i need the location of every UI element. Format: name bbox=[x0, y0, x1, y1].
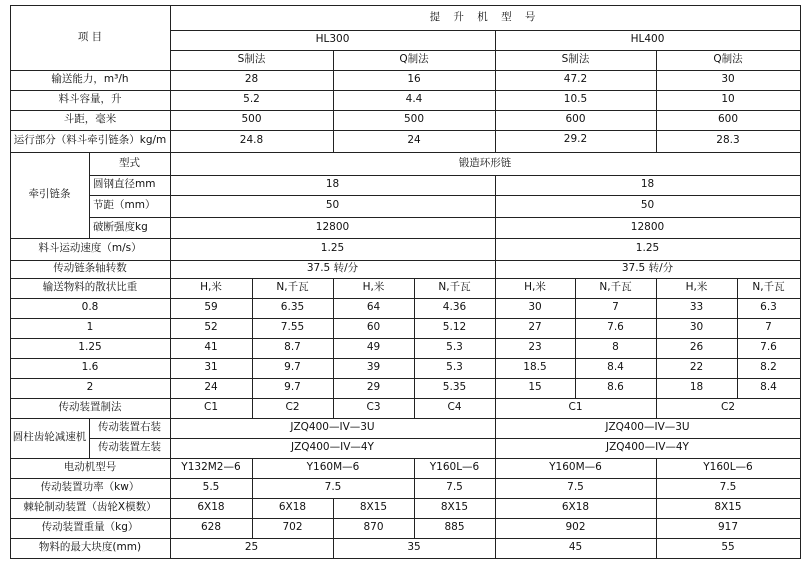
row-sublabel: 传动装置左装 bbox=[98, 441, 161, 454]
table-rule-horizontal bbox=[10, 378, 801, 379]
table-cell: JZQ400—IV—3U bbox=[290, 421, 375, 434]
sub-header: H,米 bbox=[685, 281, 708, 294]
table-rule-vertical bbox=[89, 418, 90, 459]
table-cell: 8.6 bbox=[607, 381, 624, 394]
table-cell: 50 bbox=[640, 199, 655, 212]
table-rule-vertical bbox=[656, 538, 657, 559]
header-method: Q制法 bbox=[713, 53, 743, 66]
table-rule-vertical bbox=[495, 418, 496, 459]
row-label: 圆柱齿轮减速机 bbox=[12, 431, 87, 444]
table-cell: 1.25 bbox=[635, 242, 660, 255]
table-cell: Y160M—6 bbox=[306, 461, 360, 474]
table-rule-vertical bbox=[800, 5, 801, 559]
table-rule-horizontal bbox=[10, 358, 801, 359]
table-cell: 39 bbox=[366, 361, 381, 374]
table-cell: 7.5 bbox=[324, 481, 342, 494]
table-cell: 500 bbox=[241, 113, 262, 126]
table-cell: 5.35 bbox=[442, 381, 467, 394]
table-cell: 6X18 bbox=[561, 501, 590, 514]
table-rule-horizontal bbox=[10, 558, 801, 559]
table-rule-horizontal bbox=[10, 238, 801, 239]
table-cell: 8.4 bbox=[760, 381, 777, 394]
row-label: 1.25 bbox=[78, 341, 102, 354]
table-cell: 29 bbox=[366, 381, 381, 394]
table-cell: 8X15 bbox=[359, 501, 388, 514]
table-rule-vertical bbox=[495, 175, 496, 279]
table-cell: 41 bbox=[204, 341, 218, 354]
sub-header: N,千瓦 bbox=[438, 281, 471, 294]
sub-header: N,千瓦 bbox=[752, 281, 785, 294]
row-label: 传动链条轴转数 bbox=[53, 262, 127, 275]
table-rule-horizontal bbox=[10, 298, 801, 299]
table-cell: 8.4 bbox=[607, 361, 624, 374]
table-cell: 28.3 bbox=[716, 134, 740, 147]
header-method: S制法 bbox=[561, 53, 590, 66]
table-cell: 6X18 bbox=[197, 501, 225, 514]
table-cell: 885 bbox=[444, 521, 465, 534]
table-cell: 27 bbox=[528, 321, 542, 334]
row-label: 棘轮制动装置（齿轮X模数） bbox=[23, 501, 157, 514]
table-rule-horizontal bbox=[10, 418, 801, 419]
table-cell: 10 bbox=[721, 93, 735, 106]
table-rule-horizontal bbox=[10, 478, 801, 479]
table-cell: 26 bbox=[689, 341, 704, 354]
row-label: 物料的最大块度(mm) bbox=[38, 541, 142, 554]
table-cell: 18.5 bbox=[523, 361, 547, 374]
table-cell: C4 bbox=[447, 401, 462, 414]
table-rule-horizontal bbox=[10, 498, 801, 499]
table-cell: 500 bbox=[403, 113, 425, 126]
row-sublabel: 传动装置右装 bbox=[98, 421, 161, 434]
table-cell: JZQ400—IV—4Y bbox=[606, 441, 689, 454]
table-cell: 8 bbox=[612, 341, 619, 354]
table-cell: Y132M2—6 bbox=[181, 461, 241, 474]
table-cell: 24 bbox=[204, 381, 218, 394]
table-cell: 6.3 bbox=[760, 301, 777, 314]
row-sublabel: 型式 bbox=[119, 156, 140, 169]
row-label: 牵引链条 bbox=[28, 188, 71, 201]
table-rule-vertical bbox=[333, 50, 334, 153]
table-cell: 47.2 bbox=[563, 73, 588, 86]
table-cell: 12800 bbox=[630, 220, 665, 233]
row-sublabel: 破断强度kg bbox=[93, 220, 148, 233]
table-cell: 64 bbox=[366, 301, 381, 314]
table-rule-vertical bbox=[495, 458, 496, 539]
row-label: 料斗运动速度（m/s） bbox=[38, 242, 142, 255]
row-label: 1.6 bbox=[81, 361, 99, 374]
sub-header: H,米 bbox=[200, 281, 222, 294]
table-cell: 4.36 bbox=[442, 301, 467, 314]
table-cell: 870 bbox=[363, 521, 384, 534]
row-label: 1 bbox=[86, 321, 94, 334]
table-cell: 55 bbox=[721, 541, 735, 554]
table-cell: 37.5 转/分 bbox=[306, 262, 359, 275]
table-cell: C3 bbox=[366, 401, 381, 414]
table-rule-horizontal bbox=[10, 130, 801, 131]
table-cell: 7.55 bbox=[280, 321, 305, 334]
row-label: 输送物料的散状比重 bbox=[42, 281, 138, 294]
table-cell: 52 bbox=[204, 321, 218, 334]
table-rule-vertical bbox=[656, 458, 657, 539]
table-cell: 8X15 bbox=[440, 501, 469, 514]
row-label: 2 bbox=[86, 381, 94, 394]
table-rule-horizontal bbox=[10, 538, 801, 539]
table-cell: 600 bbox=[717, 113, 739, 126]
table-cell: JZQ400—IV—3U bbox=[605, 421, 690, 434]
table-cell: 902 bbox=[565, 521, 586, 534]
table-rule-vertical bbox=[333, 278, 334, 419]
table-rule-vertical bbox=[656, 278, 657, 419]
table-cell: 7 bbox=[765, 321, 772, 334]
table-cell: Y160L—6 bbox=[703, 461, 753, 474]
table-rule-horizontal bbox=[89, 175, 801, 176]
table-cell: 24 bbox=[407, 134, 421, 147]
table-cell: 917 bbox=[717, 521, 739, 534]
table-cell: 33 bbox=[689, 301, 704, 314]
table-rule-horizontal bbox=[10, 338, 801, 339]
table-cell: C2 bbox=[720, 401, 735, 414]
table-cell: 4.4 bbox=[405, 93, 423, 106]
table-cell: Y160L—6 bbox=[429, 461, 480, 474]
table-cell: 7.5 bbox=[719, 481, 737, 494]
table-rule-horizontal bbox=[10, 90, 801, 91]
table-cell: 35 bbox=[407, 541, 421, 554]
row-label: 传动装置功率（kw） bbox=[40, 481, 140, 494]
table-cell: 12800 bbox=[315, 220, 350, 233]
table-cell: 10.5 bbox=[563, 93, 588, 106]
row-label: 0.8 bbox=[81, 301, 99, 314]
table-cell: 7.6 bbox=[607, 321, 624, 334]
table-cell: 16 bbox=[407, 73, 421, 86]
table-cell: 628 bbox=[200, 521, 222, 534]
table-cell: 锻造环形链 bbox=[458, 156, 512, 169]
table-cell: C1 bbox=[568, 401, 583, 414]
table-cell: 600 bbox=[565, 113, 586, 126]
table-cell: 1.25 bbox=[320, 242, 345, 255]
table-rule-horizontal bbox=[89, 438, 801, 439]
sub-header: N,千瓦 bbox=[276, 281, 309, 294]
table-cell: 5.2 bbox=[243, 93, 260, 106]
table-rule-vertical bbox=[414, 458, 415, 539]
table-cell: 29.2 bbox=[563, 133, 588, 145]
header-method: Q制法 bbox=[399, 53, 429, 66]
table-cell: 59 bbox=[204, 301, 218, 314]
header-model: HL400 bbox=[630, 33, 665, 46]
row-label: 电动机型号 bbox=[63, 461, 117, 474]
table-cell: C1 bbox=[203, 401, 218, 414]
table-cell: 702 bbox=[282, 521, 303, 534]
table-cell: 7 bbox=[612, 301, 619, 314]
header-model: HL300 bbox=[315, 33, 350, 46]
table-cell: 5.5 bbox=[202, 481, 220, 494]
row-label: 输送能力，m³/h bbox=[51, 73, 129, 86]
table-rule-vertical bbox=[575, 278, 576, 399]
table-rule-horizontal bbox=[10, 152, 801, 153]
table-rule-vertical bbox=[10, 5, 11, 559]
row-label: 运行部分（料斗牵引链条）kg/m bbox=[13, 134, 167, 147]
table-rule-horizontal bbox=[10, 278, 801, 279]
table-rule-vertical bbox=[170, 5, 171, 559]
table-rule-horizontal bbox=[89, 217, 801, 218]
table-cell: 5.12 bbox=[442, 321, 467, 334]
table-cell: 9.7 bbox=[284, 381, 301, 394]
table-cell: 60 bbox=[366, 321, 381, 334]
sub-header: N,千瓦 bbox=[599, 281, 632, 294]
table-rule-horizontal bbox=[10, 518, 801, 519]
table-rule-vertical bbox=[333, 538, 334, 559]
table-cell: 8.7 bbox=[284, 341, 301, 354]
table-rule-horizontal bbox=[170, 50, 801, 51]
table-cell: 49 bbox=[366, 341, 381, 354]
table-cell: 45 bbox=[568, 541, 583, 554]
table-cell: 8X15 bbox=[714, 501, 742, 514]
table-rule-horizontal bbox=[89, 195, 801, 196]
table-rule-vertical bbox=[414, 278, 415, 419]
table-rule-horizontal bbox=[10, 318, 801, 319]
row-sublabel: 节距（mm） bbox=[93, 199, 156, 212]
table-cell: 18 bbox=[689, 381, 704, 394]
table-rule-vertical bbox=[252, 278, 253, 419]
row-sublabel: 圆钢直径mm bbox=[93, 178, 156, 191]
header-model-group: 提 升 机 型 号 bbox=[429, 10, 541, 23]
table-cell: JZQ400—IV—4Y bbox=[291, 441, 374, 454]
table-rule-horizontal bbox=[10, 260, 801, 261]
table-cell: 18 bbox=[640, 178, 655, 191]
row-label: 传动装置重量（kg） bbox=[41, 521, 139, 534]
table-rule-horizontal bbox=[170, 30, 801, 31]
table-cell: 9.7 bbox=[284, 361, 301, 374]
sub-header: H,米 bbox=[524, 281, 546, 294]
table-rule-horizontal bbox=[10, 70, 801, 71]
table-cell: 30 bbox=[528, 301, 542, 314]
table-cell: 24.8 bbox=[239, 134, 264, 147]
table-cell: 22 bbox=[689, 361, 704, 374]
table-cell: 18 bbox=[325, 178, 340, 191]
table-rule-vertical bbox=[333, 498, 334, 539]
table-cell: 5.3 bbox=[446, 341, 463, 354]
table-cell: 7.5 bbox=[567, 481, 584, 494]
table-cell: C2 bbox=[285, 401, 300, 414]
table-cell: 31 bbox=[204, 361, 218, 374]
table-cell: 5.3 bbox=[446, 361, 463, 374]
row-label: 料斗容量，升 bbox=[58, 93, 122, 106]
table-rule-vertical bbox=[495, 278, 496, 419]
table-cell: 6X18 bbox=[278, 501, 307, 514]
table-cell: Y160M—6 bbox=[549, 461, 602, 474]
table-rule-horizontal bbox=[10, 458, 801, 459]
row-label: 传动装置制法 bbox=[58, 401, 122, 414]
table-rule-vertical bbox=[495, 538, 496, 559]
table-cell: 6.35 bbox=[280, 301, 305, 314]
table-cell: 50 bbox=[325, 199, 340, 212]
table-rule-horizontal bbox=[10, 110, 801, 111]
row-label: 斗距，毫米 bbox=[63, 113, 117, 126]
table-rule-horizontal bbox=[10, 398, 801, 399]
table-cell: 28 bbox=[244, 73, 259, 86]
table-cell: 8.2 bbox=[760, 361, 777, 374]
table-cell: 37.5 转/分 bbox=[621, 262, 674, 275]
table-rule-vertical bbox=[252, 458, 253, 539]
table-rule-vertical bbox=[89, 152, 90, 239]
header-item: 项 目 bbox=[77, 30, 103, 43]
table-rule-vertical bbox=[737, 278, 738, 399]
table-cell: 7.6 bbox=[760, 341, 777, 354]
table-rule-vertical bbox=[495, 30, 496, 153]
table-cell: 7.5 bbox=[446, 481, 463, 494]
table-rule-vertical bbox=[656, 50, 657, 153]
sub-header: H,米 bbox=[362, 281, 385, 294]
table-cell: 30 bbox=[689, 321, 704, 334]
table-cell: 15 bbox=[528, 381, 542, 394]
table-cell: 30 bbox=[721, 73, 735, 86]
table-cell: 23 bbox=[528, 341, 542, 354]
table-cell: 25 bbox=[244, 541, 259, 554]
header-method: S制法 bbox=[237, 53, 266, 66]
table-rule-horizontal bbox=[10, 5, 801, 6]
